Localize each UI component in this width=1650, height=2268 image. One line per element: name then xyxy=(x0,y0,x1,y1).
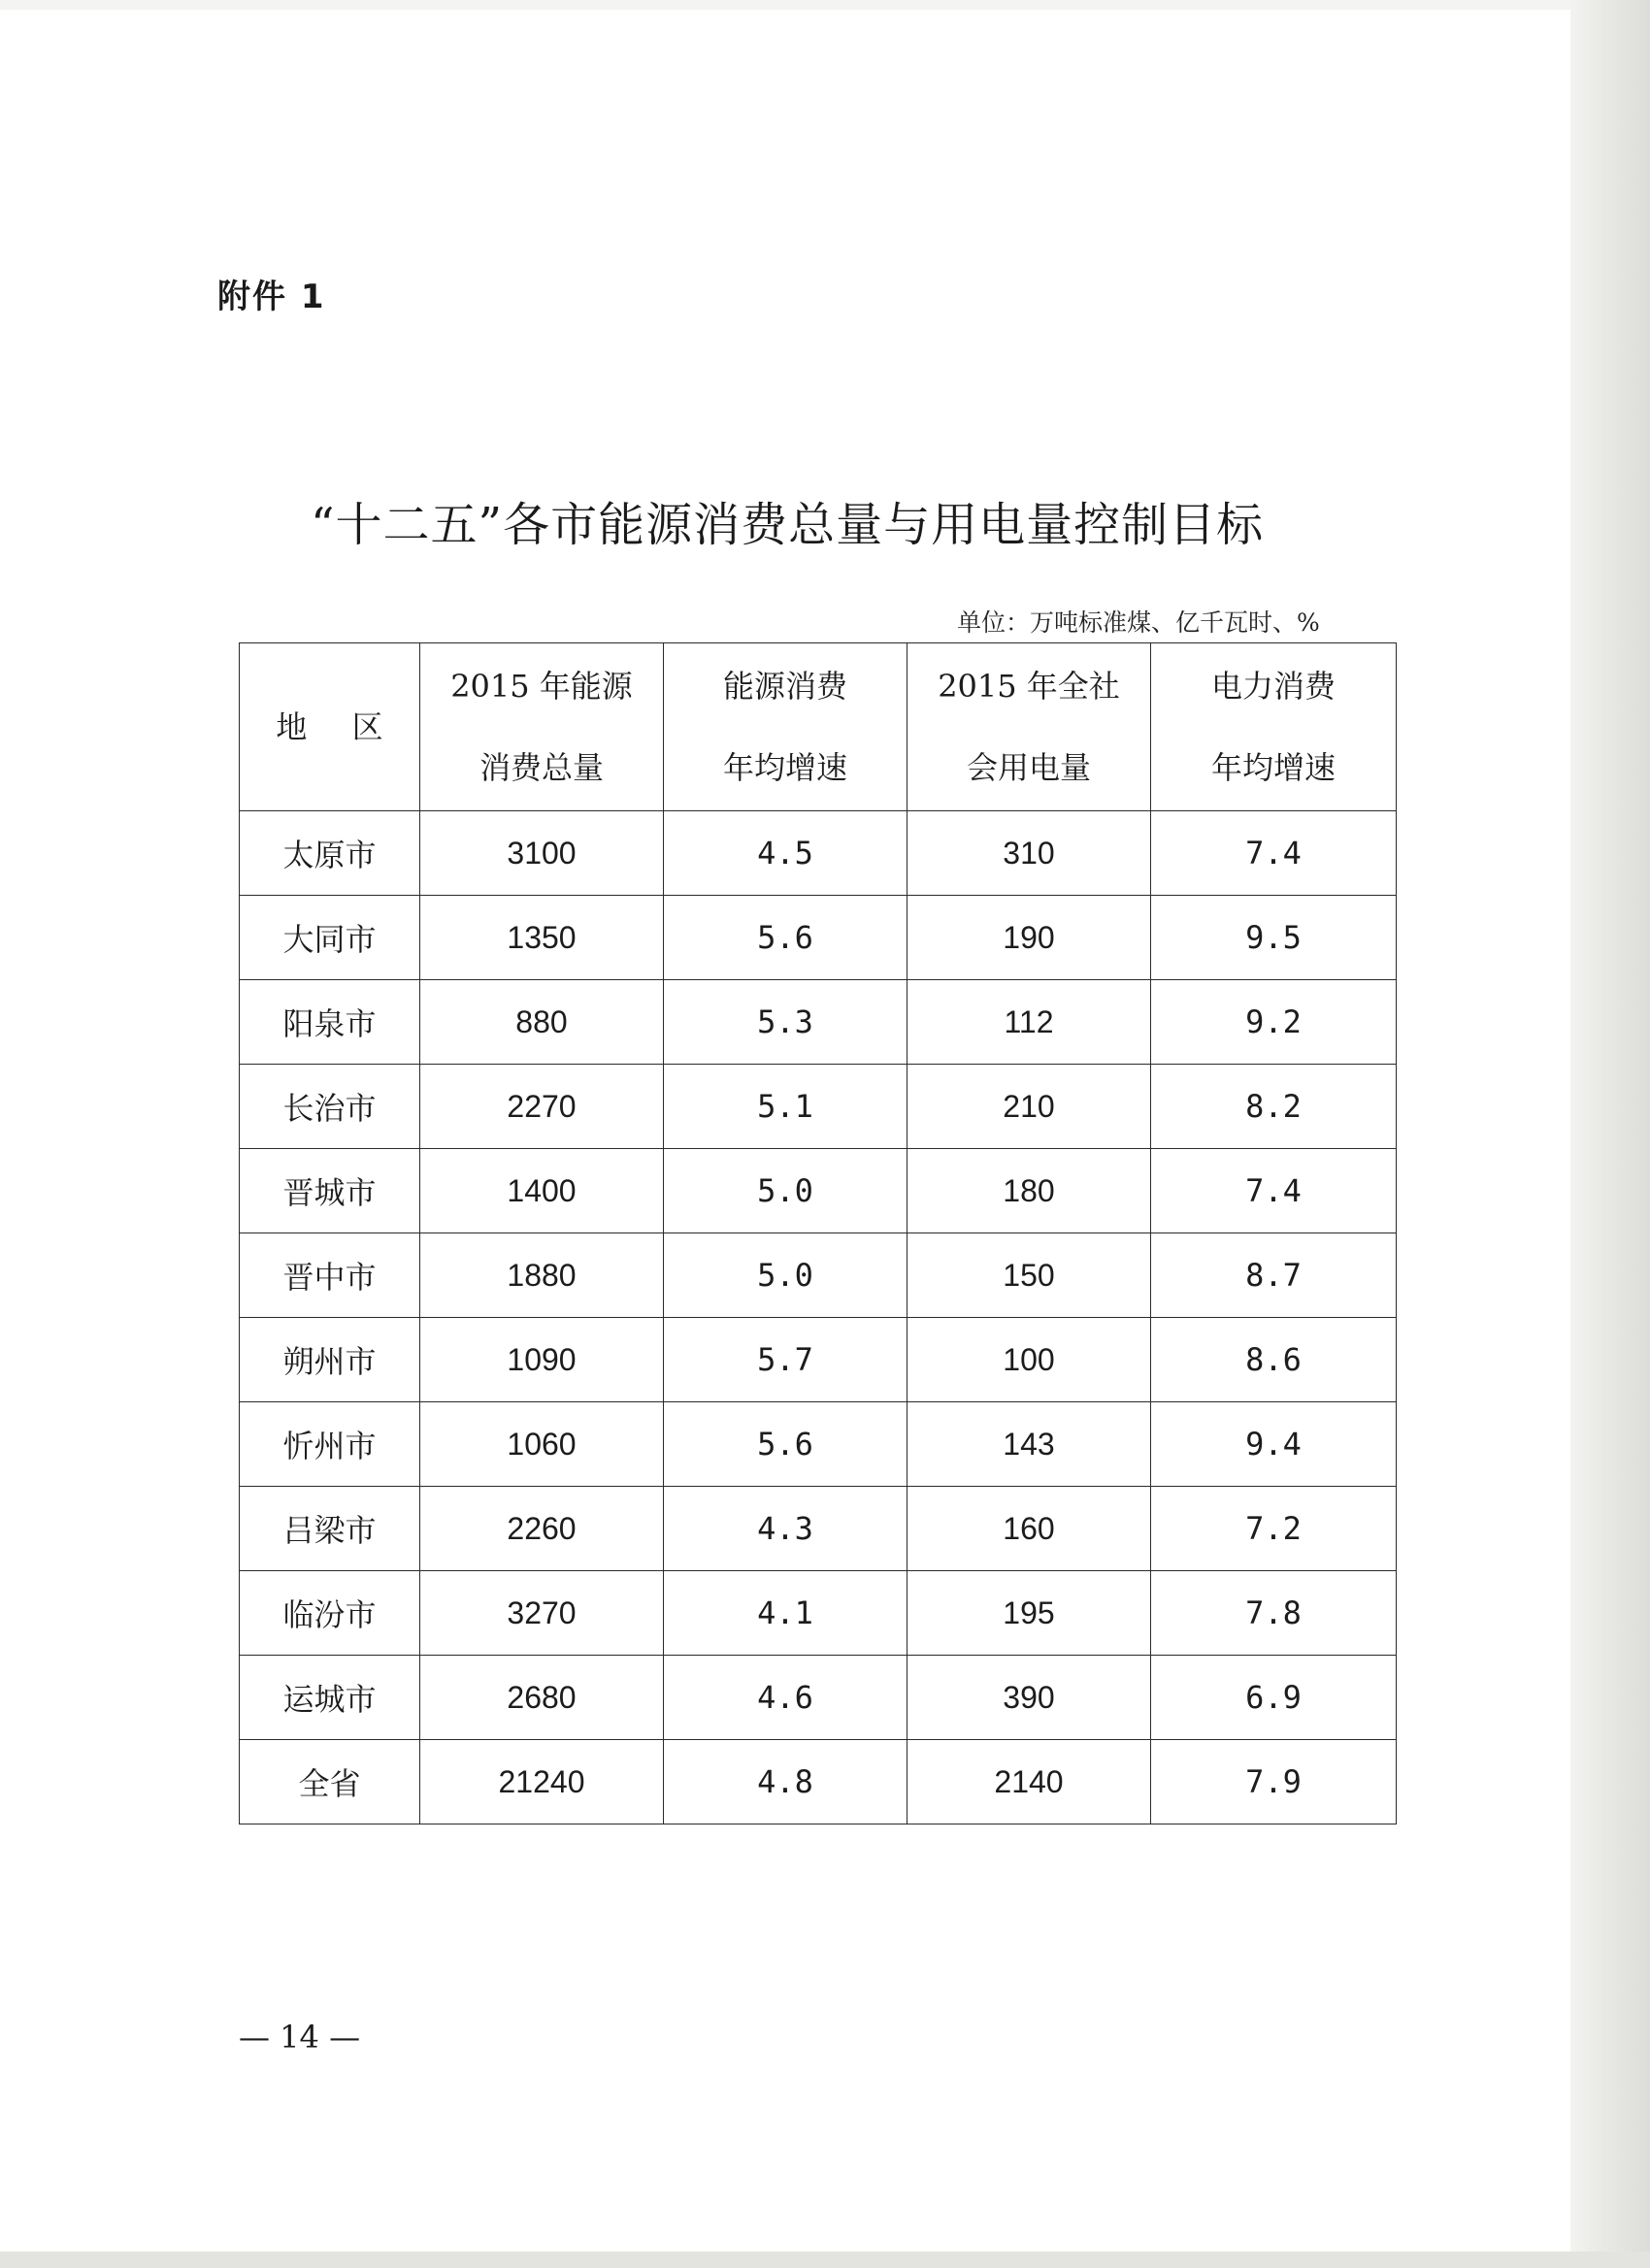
cell-region: 全省 xyxy=(240,1740,420,1824)
cell-energy-growth: 4.1 xyxy=(664,1571,908,1656)
header-power-growth-line1: 电力消费 xyxy=(1210,668,1336,705)
table-row xyxy=(240,1402,1397,1487)
cell-electricity: 143 xyxy=(908,1402,1151,1487)
cell-energy-growth: 4.8 xyxy=(664,1740,908,1824)
cell-energy-total: 880 xyxy=(420,980,664,1065)
cell-energy-total: 1350 xyxy=(420,896,664,980)
cell-energy-total: 2260 xyxy=(420,1487,664,1571)
table-row xyxy=(240,1571,1397,1656)
cell-electricity: 190 xyxy=(908,896,1151,980)
cell-energy-total: 1400 xyxy=(420,1149,664,1233)
scan-bottom-edge xyxy=(0,2252,1650,2268)
cell-power-growth: 7.4 xyxy=(1151,1149,1397,1233)
cell-electricity: 112 xyxy=(908,980,1151,1065)
cell-electricity: 195 xyxy=(908,1571,1151,1656)
cell-energy-total: 1090 xyxy=(420,1318,664,1402)
scan-top-edge xyxy=(0,0,1570,10)
cell-power-growth: 9.2 xyxy=(1151,980,1397,1065)
table-row xyxy=(240,896,1397,980)
cell-region: 朔州市 xyxy=(240,1318,420,1402)
cell-region: 阳泉市 xyxy=(240,980,420,1065)
header-electricity-line1: 2015 年全社 xyxy=(938,668,1120,705)
cell-region: 忻州市 xyxy=(240,1402,420,1487)
cell-energy-growth: 4.5 xyxy=(664,811,908,896)
header-energy-total xyxy=(420,643,664,811)
scan-right-edge xyxy=(1570,0,1650,2268)
cell-energy-growth: 5.6 xyxy=(664,1402,908,1487)
cell-electricity: 160 xyxy=(908,1487,1151,1571)
header-power-growth xyxy=(1151,643,1397,811)
header-electricity-line2: 会用电量 xyxy=(966,749,1091,786)
cell-energy-growth: 5.3 xyxy=(664,980,908,1065)
cell-energy-total: 2270 xyxy=(420,1065,664,1149)
cell-electricity: 210 xyxy=(908,1065,1151,1149)
cell-power-growth: 9.5 xyxy=(1151,896,1397,980)
table-row xyxy=(240,811,1397,896)
document-title: “十二五”各市能源消费总量与用电量控制目标 xyxy=(311,498,1265,552)
cell-energy-growth: 5.0 xyxy=(664,1233,908,1318)
cell-energy-growth: 5.6 xyxy=(664,896,908,980)
cell-energy-growth: 5.1 xyxy=(664,1065,908,1149)
table-row xyxy=(240,1656,1397,1740)
table-row xyxy=(240,1318,1397,1402)
cell-power-growth: 9.4 xyxy=(1151,1402,1397,1487)
table-row xyxy=(240,1487,1397,1571)
cell-region: 临汾市 xyxy=(240,1571,420,1656)
cell-energy-total: 2680 xyxy=(420,1656,664,1740)
table-row xyxy=(240,980,1397,1065)
table-row xyxy=(240,1149,1397,1233)
cell-energy-total: 3100 xyxy=(420,811,664,896)
table-header-row xyxy=(240,643,1397,811)
cell-power-growth: 8.2 xyxy=(1151,1065,1397,1149)
cell-region: 晋中市 xyxy=(240,1233,420,1318)
cell-power-growth: 7.9 xyxy=(1151,1740,1397,1824)
table-row xyxy=(240,1065,1397,1149)
cell-region: 太原市 xyxy=(240,811,420,896)
cell-energy-growth: 4.3 xyxy=(664,1487,908,1571)
header-energy-growth-line1: 能源消费 xyxy=(722,668,847,705)
cell-energy-total: 3270 xyxy=(420,1571,664,1656)
header-electricity xyxy=(908,643,1151,811)
cell-power-growth: 7.4 xyxy=(1151,811,1397,896)
cell-region: 晋城市 xyxy=(240,1149,420,1233)
cell-power-growth: 8.7 xyxy=(1151,1233,1397,1318)
cell-electricity: 100 xyxy=(908,1318,1151,1402)
header-power-growth-line2: 年均增速 xyxy=(1210,749,1336,786)
header-energy-growth-line2: 年均增速 xyxy=(722,749,847,786)
cell-electricity: 150 xyxy=(908,1233,1151,1318)
cell-energy-growth: 5.0 xyxy=(664,1149,908,1233)
cell-electricity: 310 xyxy=(908,811,1151,896)
unit-note: 单位：万吨标准煤、亿千瓦时、% xyxy=(957,608,1320,637)
cell-energy-total: 21240 xyxy=(420,1740,664,1824)
cell-power-growth: 8.6 xyxy=(1151,1318,1397,1402)
page-number: — 14 — xyxy=(239,2019,361,2055)
cell-region: 大同市 xyxy=(240,896,420,980)
cell-power-growth: 7.8 xyxy=(1151,1571,1397,1656)
cell-energy-total: 1880 xyxy=(420,1233,664,1318)
cell-region: 长治市 xyxy=(240,1065,420,1149)
cell-power-growth: 7.2 xyxy=(1151,1487,1397,1571)
header-energy-total-line1: 2015 年能源 xyxy=(450,668,633,705)
cell-region: 运城市 xyxy=(240,1656,420,1740)
table-row xyxy=(240,1233,1397,1318)
cell-electricity: 390 xyxy=(908,1656,1151,1740)
cell-energy-total: 1060 xyxy=(420,1402,664,1487)
cell-electricity: 180 xyxy=(908,1149,1151,1233)
attachment-label: 附件 1 xyxy=(217,278,326,316)
cell-power-growth: 6.9 xyxy=(1151,1656,1397,1740)
header-region: 地 区 xyxy=(240,643,420,811)
cell-electricity: 2140 xyxy=(908,1740,1151,1824)
header-energy-growth xyxy=(664,643,908,811)
cell-energy-growth: 4.6 xyxy=(664,1656,908,1740)
energy-target-table xyxy=(239,642,1397,1824)
cell-energy-growth: 5.7 xyxy=(664,1318,908,1402)
header-energy-total-line2: 消费总量 xyxy=(478,749,604,786)
table-row-total xyxy=(240,1740,1397,1824)
cell-region: 吕梁市 xyxy=(240,1487,420,1571)
